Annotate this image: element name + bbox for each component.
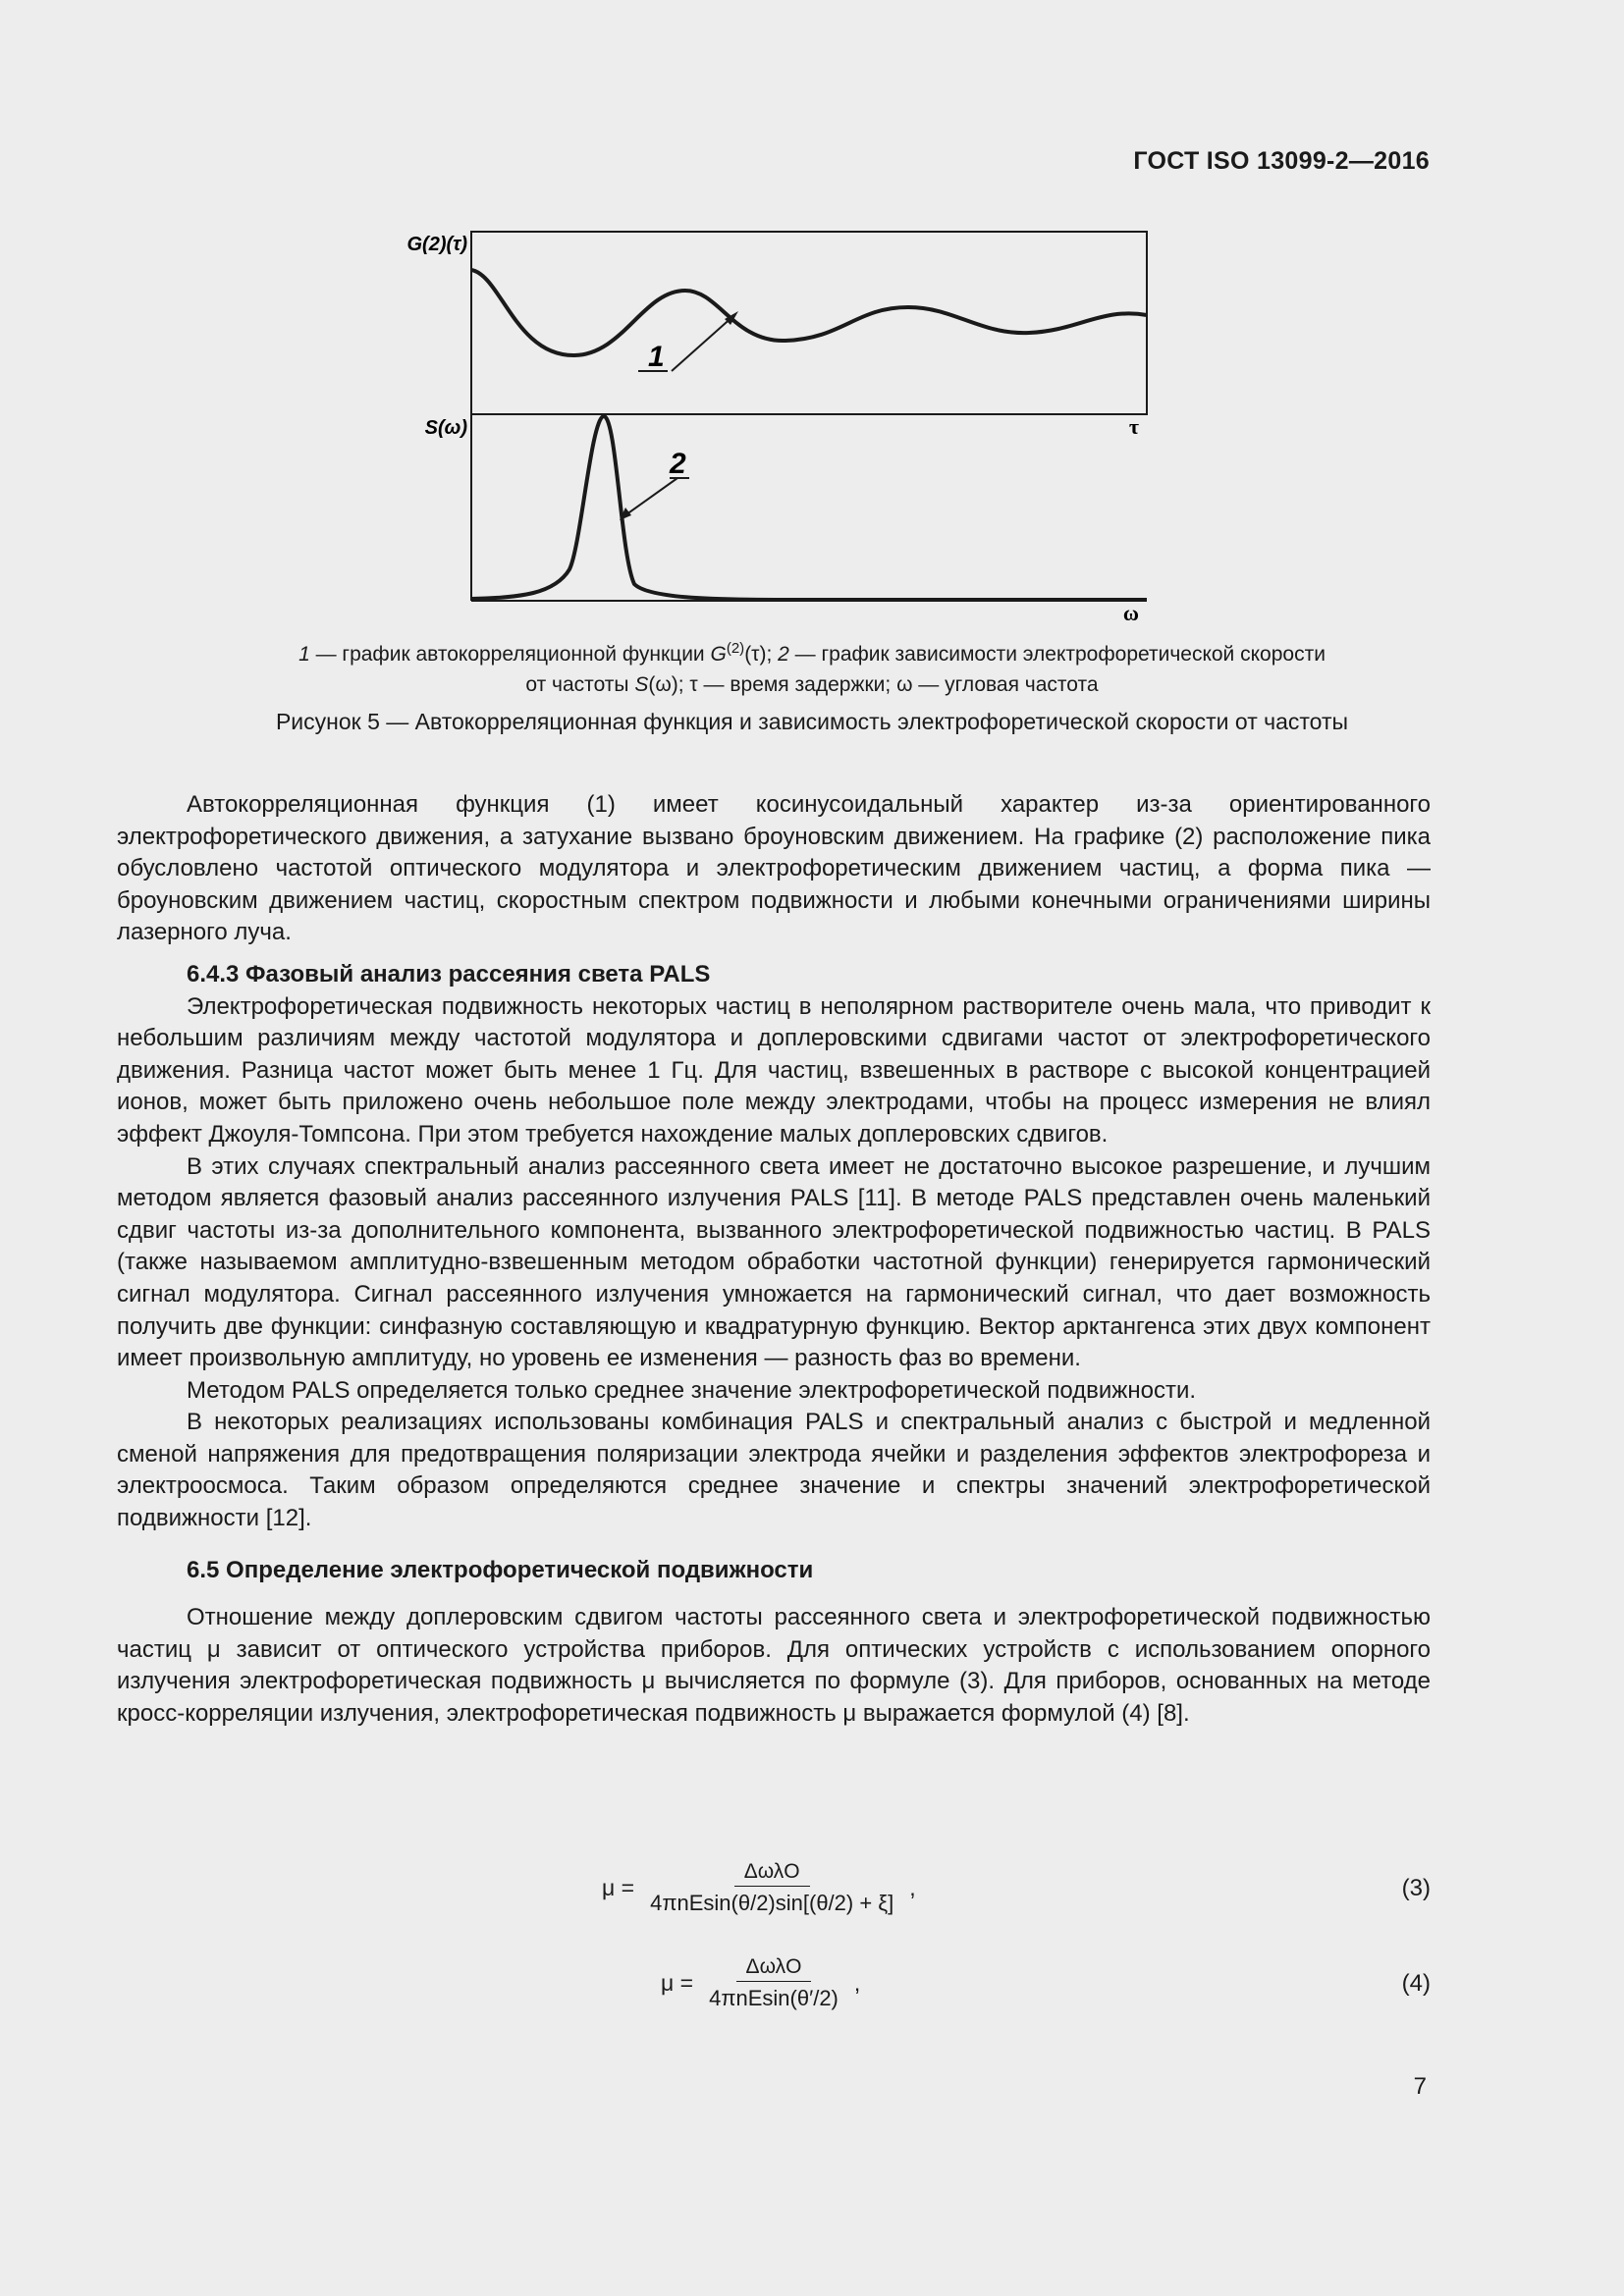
figure-5 (373, 221, 1159, 633)
curve-1-autocorrelation (471, 270, 1147, 355)
body-text (117, 789, 1431, 1731)
callout-2-line (623, 478, 677, 517)
top-panel-frame (471, 232, 1147, 414)
formula-3-fraction: $\frac{\text{ΔωλO}}{\text{4πnEsin(θ/2)sin[(θ/2) + ξ]}}$ (650, 1860, 894, 1915)
legend-line-1: 1 — график автокорреляционной функции $G^{(2)}(\tau)$; 2 — график зависимости электрофоретической скорости (298, 640, 1326, 666)
paragraph-6: Отношение между доплеровским сдвигом частоты рассеянного света и электрофоретической подвижностью частиц μ зависит от оптического устройства приборов. Для оптических устройств с использованием опорного излучения электрофоретическая подвижность μ вычисляется по формуле (3). Для приборов, основанных на методе кросс-корреляции излучения, электрофоретическая подвижность μ выражается формулой (4) [8]. (117, 1604, 1431, 1728)
figure-5-plot (373, 221, 1159, 633)
figure-legend (0, 633, 1624, 700)
paragraph-5: В некоторых реализациях использованы комбинация PALS и спектральный анализ с быстрой и медленной сменой напряжения для предотвращения поляризации электрода ячейки и разделения эффектов электрофореза и электроосмоса. Таким образом определяются среднее значение и спектры значений электрофоретической подвижности [12]. (117, 1409, 1431, 1532)
legend-line-2: от частоты S(ω); τ — время задержки; ω — угловая частота (525, 673, 1099, 696)
paragraph-1: Автокорреляционная функция (1) имеет косинусоидальный характер из-за ориентированного электрофоретического движения, а затухание вызвано броуновским движением. На графике (2) расположение пика обусловлено частотой оптического модулятора и электрофоретическим движением частиц, а форма пика — броуновским движением частиц, скоростным спектром подвижности и любыми конечными ограничениями ширины лазерного луча. (117, 791, 1431, 946)
x-label-top: τ (1128, 414, 1139, 439)
x-label-bottom: ω (1122, 601, 1139, 625)
curve-2-spectrum (471, 416, 1147, 600)
figure-title: Рисунок 5 — Автокорреляционная функция и зависимость электрофоретической скорости от частоты (275, 709, 1349, 734)
paragraph-4: Методом PALS определяется только среднее значение электрофоретической подвижности. (187, 1376, 1197, 1404)
section-heading-6-5: 6.5 Определение электрофоретической подвижности (187, 1556, 814, 1583)
curve-1-label: 1 (648, 341, 665, 373)
section-heading-6-4-3: 6.4.3 Фазовый анализ рассеяния света PALS (187, 960, 711, 988)
curve-2-label: 2 (670, 448, 686, 480)
formula-4-fraction: $\frac{\text{ΔωλO}}{\text{4πnEsin(θ′/2)}}$ (709, 1955, 839, 2010)
document-header: ГОСТ ISO 13099-2—2016 (1133, 147, 1430, 175)
formula-4-number: (4) (1401, 1970, 1431, 1997)
y-label-top: G(2)(τ) (406, 234, 467, 255)
formula-4: μ = $\frac{\text{ΔωλO}}{\text{4πnEsin(θ′/2)}}$ , (661, 1955, 861, 2010)
formula-3: μ = $\frac{\text{ΔωλO}}{\text{4πnEsin(θ/2)sin[(θ/2) + ξ]}}$ , (602, 1860, 916, 1915)
paragraph-3: В этих случаях спектральный анализ рассеянного света имеет не достаточно высокое разрешение, и лучшим методом является фазовый анализ рассеянного излучения PALS [11]. В методе PALS представлен очень маленький сдвиг частоты из-за дополнительного компонента, вызванного электрофоретической подвижностью частиц. В PALS (также называемом амплитудно-взвешенным методом обработки частотной функции) генерируется гармонический сигнал модулятора. Сигнал рассеянного излучения умножается на гармонический сигнал, что дает возможность получить две функции: синфазную составляющую и квадратурную функцию. Вектор арктангенса этих двух компонент имеет произвольную амплитуду, но уровень ее изменения — разность фаз во времени. (117, 1152, 1431, 1372)
y-label-bottom: S(ω) (424, 417, 467, 439)
formula-3-number: (3) (1401, 1875, 1431, 1901)
callout-1-line (672, 315, 734, 371)
paragraph-2: Электрофоретическая подвижность некоторых частиц в неполярном растворителе очень мала, что приводит к небольшим различиям между частотой модулятора и доплеровскими сдвигами частот от электрофоретического движения. Разница частот может быть менее 1 Гц. Для частиц, взвешенных в растворе с высокой концентрацией ионов, может быть приложено очень небольшое поле между электродами, чтобы на процесс измерения не влиял эффект Джоуля-Томпсона. При этом требуется нахождение малых доплеровских сдвигов. (117, 992, 1431, 1148)
page-number: 7 (1413, 2073, 1427, 2100)
